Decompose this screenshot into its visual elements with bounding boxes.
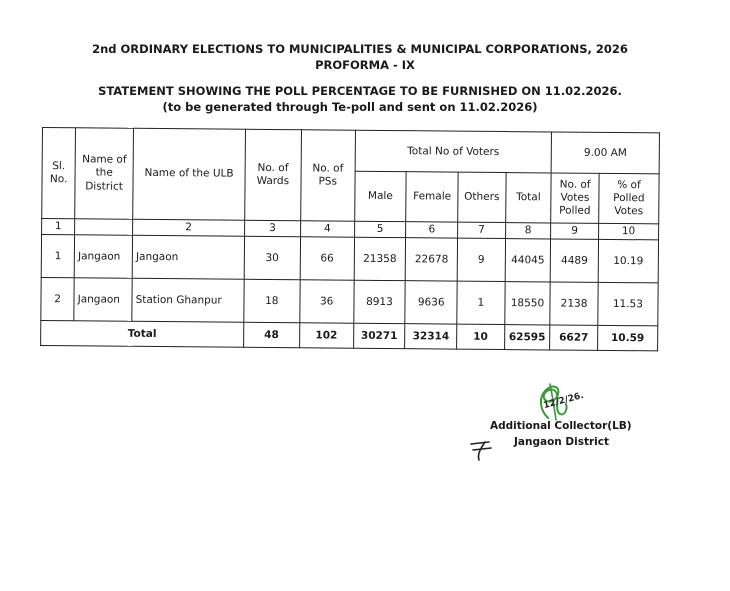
total-votes-polled: 6627 (550, 325, 598, 350)
header-total-voters: Total No of Voters (355, 130, 552, 173)
cell-wards: 30 (244, 236, 300, 279)
cell-female: 22678 (406, 238, 458, 281)
cell-total: 44045 (505, 239, 551, 282)
table-row (41, 235, 658, 283)
header-pct-polled: % of Polled Votes (599, 174, 660, 224)
column-number: 7 (458, 222, 506, 239)
total-female: 32314 (405, 324, 457, 349)
header-ulb: Name of the ULB (133, 128, 246, 220)
column-number: 6 (406, 222, 458, 239)
header-sl-no: Sl. No. (42, 128, 76, 219)
cell-pct-polled: 11.53 (598, 282, 658, 326)
column-number (75, 219, 133, 236)
column-number: 8 (505, 223, 551, 240)
cell-sl: 2 (41, 278, 74, 321)
header-row-1 (42, 128, 659, 175)
column-number: 10 (598, 223, 658, 240)
header-total: Total (505, 173, 551, 223)
header-votes-polled: No. of Votes Polled (551, 173, 599, 223)
cell-district: Jangaon (74, 278, 132, 322)
signature-block (490, 380, 650, 460)
cell-female: 9636 (405, 281, 457, 324)
signatory-district: Jangaon District (514, 436, 610, 448)
cell-others: 9 (457, 238, 505, 281)
total-male: 30271 (353, 323, 405, 348)
column-number: 3 (244, 220, 300, 237)
column-number: 5 (354, 221, 406, 238)
header-wards: No. of Wards (245, 129, 302, 220)
total-others: 10 (457, 324, 505, 349)
election-title: 2nd ORDINARY ELECTIONS TO MUNICIPALITIES & MUNICIPAL CORPORATIONS, 2026 (92, 42, 628, 56)
header-others: Others (458, 173, 506, 223)
statement-subtitle: (to be generated through Te-poll and sent on 11.02.2026) (162, 100, 538, 114)
header-female: Female (406, 172, 458, 222)
header-male: Male (354, 172, 406, 222)
cell-sl: 1 (41, 235, 74, 278)
total-wards: 48 (243, 322, 299, 347)
cell-total: 18550 (505, 282, 551, 325)
cell-votes-polled: 2138 (550, 282, 598, 325)
cell-pct-polled: 10.19 (598, 239, 658, 283)
total-pss: 102 (299, 323, 353, 348)
cell-male: 21358 (354, 237, 406, 280)
statement-title: STATEMENT SHOWING THE POLL PERCENTAGE TO BE FURNISHED ON 11.02.2026. (98, 84, 622, 98)
column-number: 4 (300, 221, 354, 238)
column-number: 9 (551, 223, 599, 240)
header-district: Name of the District (75, 128, 134, 220)
totals-row (41, 321, 658, 351)
poll-percentage-table (40, 127, 660, 352)
proforma-title: PROFORMA - IX (315, 58, 415, 72)
header-pss: No. of PSs (300, 130, 355, 221)
signature-date: 12/2/26. (542, 390, 585, 412)
totals-label: Total (41, 321, 244, 348)
cell-pss: 66 (300, 237, 354, 280)
column-number: 2 (133, 219, 245, 236)
cell-pss: 36 (300, 280, 354, 323)
cell-wards: 18 (244, 279, 300, 322)
cell-male: 8913 (353, 280, 405, 323)
initial-mark-icon (467, 436, 497, 462)
header-time: 9.00 AM (551, 132, 659, 174)
cell-district: Jangaon (74, 235, 132, 279)
signatory-designation: Additional Collector(LB) (490, 420, 632, 432)
cell-ulb: Station Ghanpur (132, 278, 244, 322)
column-number: 1 (42, 219, 75, 235)
cell-votes-polled: 4489 (550, 239, 598, 282)
total-voters: 62595 (504, 325, 550, 350)
cell-others: 1 (457, 281, 505, 324)
table-row (41, 278, 658, 326)
cell-ulb: Jangaon (132, 235, 244, 279)
total-pct-polled: 10.59 (597, 325, 657, 351)
